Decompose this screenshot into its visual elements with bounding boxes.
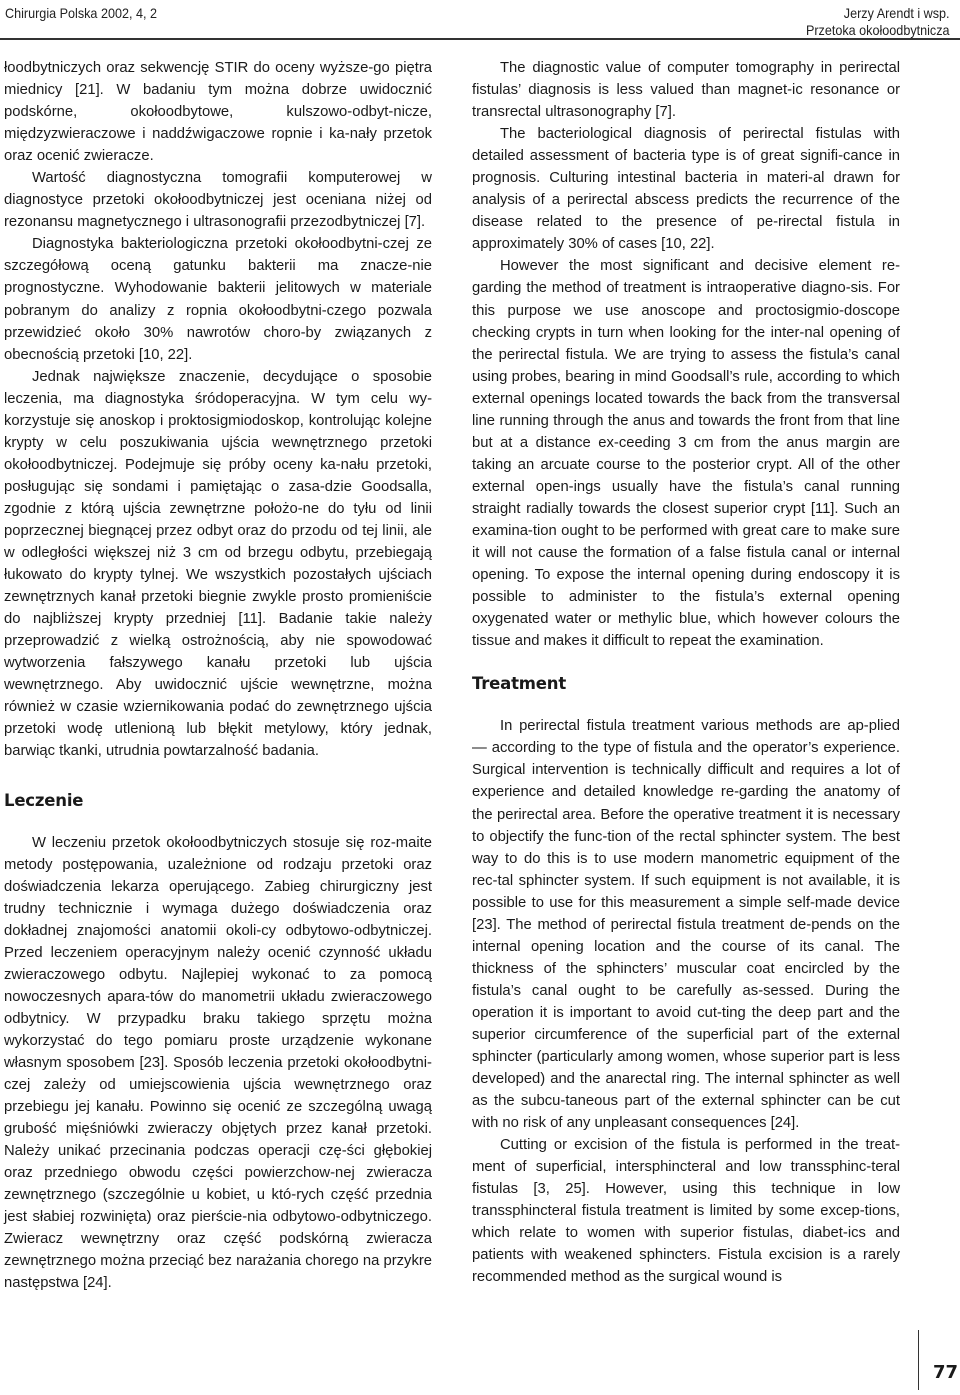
journal-citation: Chirurgia Polska 2002, 4, 2 (5, 5, 157, 21)
section-heading-leczenie: Leczenie (4, 790, 84, 810)
paragraph: Cutting or excision of the fistula is performed in the treat-ment of superficial, intersphincteral and low transsphinc-teral fistulas [3, 25]. However, using this technique in low transsphincteral fistula treatment is limited by some excep-tions, which relate to women with superior fistulas, diabet-ics and patients with weakened sphincters. Fistula excision is a rarely recommended method as the surgical wound is (472, 1137, 900, 1286)
paragraph: The bacteriological diagnosis of perirectal fistulas with detailed assessment of bacteria type is of great signifi-cance in prognosis. Culturing intestinal bacteria in materi-al drawn for analysis of a perirectal abscess predicts the recurrence of the disease related to the presence of pe-rirectal fistula in approximately 30% of cases [10, 22]. (472, 126, 900, 253)
page-number: 77 (932, 1362, 958, 1383)
paragraph: W leczeniu przetok okołoodbytniczych stosuje się roz-maite metody postępowania, uzależnione od rodzaju przetoki oraz doświadczenia lekarza operującego. Zabieg chirurgiczny jest trudny technicznie i wymaga dużego doświadczenia oraz dokładnej znajomości anatomii okoli-cy odbytowo-odbytniczej. Przed leczeniem operacyjnym należy ocenić czynność układu zwieraczowego odbytu. Najlepiej wykonać to za pomocą nowoczesnych apara-tów do manometrii układu zwieraczowego odbytnicy. W przypadku braku takiego sprzętu można wykorzystać do tego pomiaru proste urządzenie wykonane własnym sposobem [23]. Sposób leczenia przetoki okołoodbytni-czej zależy od umiejscowienia ujścia wewnętrznego oraz przebiegu jej kanału. Powinno się ocenić ze szczególną uwagą grubość mięśniówki zwieraczy objętych przez kanał przetoki. Należy unikać przecinania podczas operacji czę-ści głębokiej oraz przedniego obwodu części powierzchow-nej zwieracza zewnętrznego (szczególnie u kobiet, u któ-rych część przednia jest słabiej rozwinięta) oraz pierście-nia odbytowo-odbytniczego. Zwieracz wewnętrzny oraz część podskórną zwieracza zewnętrznego można przeciąć bez narażania chorego na przykre następstwa [24]. (4, 834, 432, 1292)
header-author: Jerzy Arendt i wsp. (844, 5, 950, 21)
paragraph: The diagnostic value of computer tomography in perirectal fistulas’ diagnosis is less valued than magnet-ic resonance or transrectal ultrasonography [7]. (472, 60, 900, 121)
paragraph: Diagnostyka bakteriologiczna przetoki okołoodbytni-czej ze szczegółową oceną gatunku bakterii ma znacze-nie prognostyczne. Wyhodowanie bakterii jelitowych w materiale pobranym do analizy z ropnia okołoodbytni-czego pozwala przewidzieć około 30% nawrotów choro-by związanych z obecnością przetoki [10, 22]. (4, 236, 432, 363)
running-header (806, 5, 950, 39)
left-column-polish (4, 57, 432, 1295)
header-rule (0, 38, 960, 40)
paragraph: In perirectal fistula treatment various methods are ap-plied — according to the type of fistula and the operator’s experience. Surgical intervention is technically difficult and requires a lot of experience and detailed knowledge re-garding the anatomy of the perirectal area. Before the operative treatment it is necessary to objectify the func-tion of the rectal sphincter system. The best way to do this is to use modern manometric equipment of the rec-tal sphincter system. If such equipment is not available, it is possible to use for this measurement a simple self-made device [23]. The method of perirectal fistula treatment de-pends on the internal opening location and the course of its canal. The thickness of the sphincters’ muscular coat encircled by the fistula’s canal ought to be carefully as-sessed. During the operation it is important to avoid cut-ting the deep part and the superior circumference of the superficial part of the external sphincter (particularly among women, whose superior part is less developed) and the anarectal ring. The internal sphincter as well as the subcu-taneous part of the external sphincter can be cut with no risk of any unpleasant consequences [24]. (472, 718, 900, 1132)
paragraph: Jednak największe znaczenie, decydujące o sposobie leczenia, ma diagnostyka śródoperacyjna. W tym celu wy-korzystuje się anoskop i proktosigmiodoskop, kontrolując kolejne krypty w celu poszukiwania ujścia wewnętrznego przetoki okołoodbytniczej. Podejmuje się próby oceny ka-nału przetoki, posługując się sondami i pamiętając o zasa-dzie Goodsalla, zgodnie z którą ujścia zewnętrzne położo-ne do tyłu od linii poprzecznej biegnącej przez odbyt oraz do przodu od tej linii, ale w odległości większej niż 3 cm od brzegu odbytu, przebiegają łukowato do krypty tylnej. We wszystkich pozostałych ujściach zewnętrznych kanał przetoki biegnie zwykle prosto promieniście do najbliższej krypty przedniej [11]. Badanie takie należy przeprowadzić z wielką ostrożnością, aby nie spowodować wytworzenia fałszywego kanału przetoki lub ujścia wewnętrznego. Aby uwidocznić ujście wewnętrzne, można również w czasie wziernikowania podać do zewnętrznego ujścia przetoki wodę utlenioną lub błękit metylowy, który jednak, barwiąc tkanki, utrudnia powtarzalność badania. (4, 368, 432, 760)
page-number-rule (918, 1330, 919, 1390)
paragraph: Wartość diagnostyczna tomografii komputerowej w diagnostyce przetoki okołoodbytniczej jest oceniana niżej od rezonansu magnetycznego i ultrasonografii przezodbytniczej [7]. (4, 170, 432, 231)
paragraph: łoodbytniczych oraz sekwencję STIR do oceny wyższe-go piętra miednicy [21]. W badaniu tym można dobrze uwidocznić podskórne, okołoodbytowe, kulszowo-odbyt-nicze, międzyzwieraczowe i naddźwigaczowe ropnie i ka-nały przetok oraz ocenić zwieracze. (4, 60, 432, 165)
header-short-title: Przetoka okołoodbytnicza (806, 22, 950, 38)
right-column-english (472, 57, 900, 1289)
section-heading-treatment: Treatment (472, 674, 567, 694)
paragraph: However the most significant and decisive element re-garding the method of treatment is intraoperative diagno-sis. For this purpose we use anoscope and proctosigmio-doscope checking crypts in turn when looking for the inter-nal opening of the perirectal fistula. We are trying to assess the fistula’s canal using probes, bearing in mind Goodsall’s rule, according to which external openings located towards the back from the transversal line running through the anus and towards the front from that line but at a distance ex-ceeding 3 cm from the anus margin are taking an arcuate course to the posterior crypt. All of the other external open-ings usually have the fistula’s canal running straight radially towards the closest superior crypt [11]. Such an examina-tion ought to be performed with great care to make sure it will not cause the formation of a false fistula canal or internal opening. To expose the internal opening during endoscopy it is possible to administer to the fistula’s external opening oxygenated water or methylic blue, which however colours the tissue and makes it difficult to repeat the examination. (472, 258, 900, 650)
